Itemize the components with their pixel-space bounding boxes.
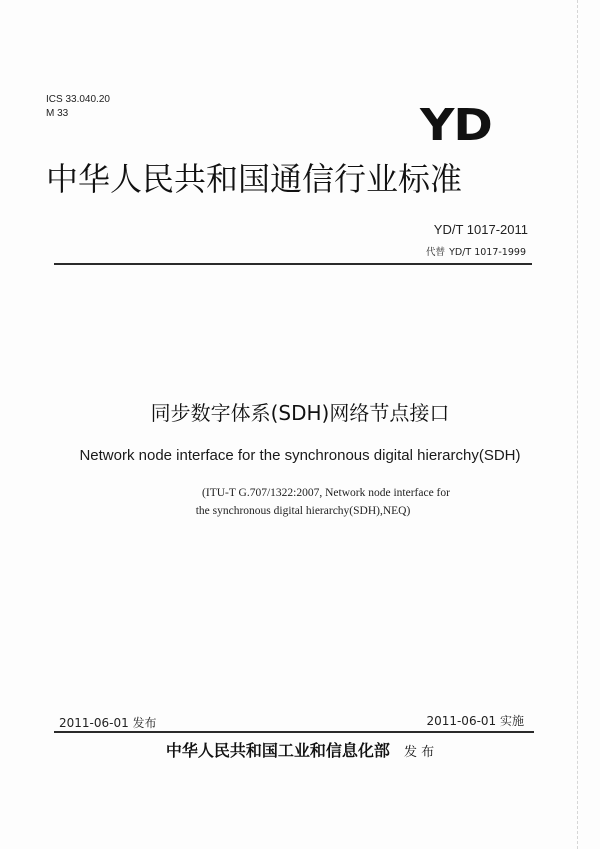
- replaces-code: YD/T 1017-1999: [449, 247, 526, 258]
- document-title-en: Network node interface for the synchronous digital hierarchy(SDH): [79, 447, 521, 464]
- ccs-code: M 33: [46, 108, 69, 119]
- ics-code: ICS 33.040.20: [46, 94, 110, 105]
- reference-note: [0, 484, 600, 520]
- replaces-note: [426, 244, 526, 258]
- footer-divider: [54, 731, 534, 733]
- replaces-label: 代替: [426, 247, 446, 258]
- implement-date: 2011-06-01 实施: [426, 714, 524, 728]
- publish-date: 2011-06-01 发布: [59, 716, 157, 730]
- reference-line-1: (ITU-T G.707/1322:2007, Network node interface for: [202, 487, 450, 499]
- issuer-action: 发 布: [403, 745, 435, 760]
- header-divider: [54, 263, 532, 265]
- standard-code: YD/T 1017-2011: [433, 222, 528, 237]
- issuer-line: [0, 740, 600, 764]
- reference-line-2: the synchronous digital hierarchy(SDH),NEQ): [195, 505, 411, 517]
- classification-block: [46, 93, 110, 121]
- document-title-zh: 同步数字体系(SDH)网络节点接口: [150, 401, 450, 425]
- issuer-name: 中华人民共和国工业和信息化部: [165, 741, 390, 760]
- standard-title: 中华人民共和国通信行业标准: [46, 160, 463, 198]
- yd-logo: YD: [420, 100, 492, 151]
